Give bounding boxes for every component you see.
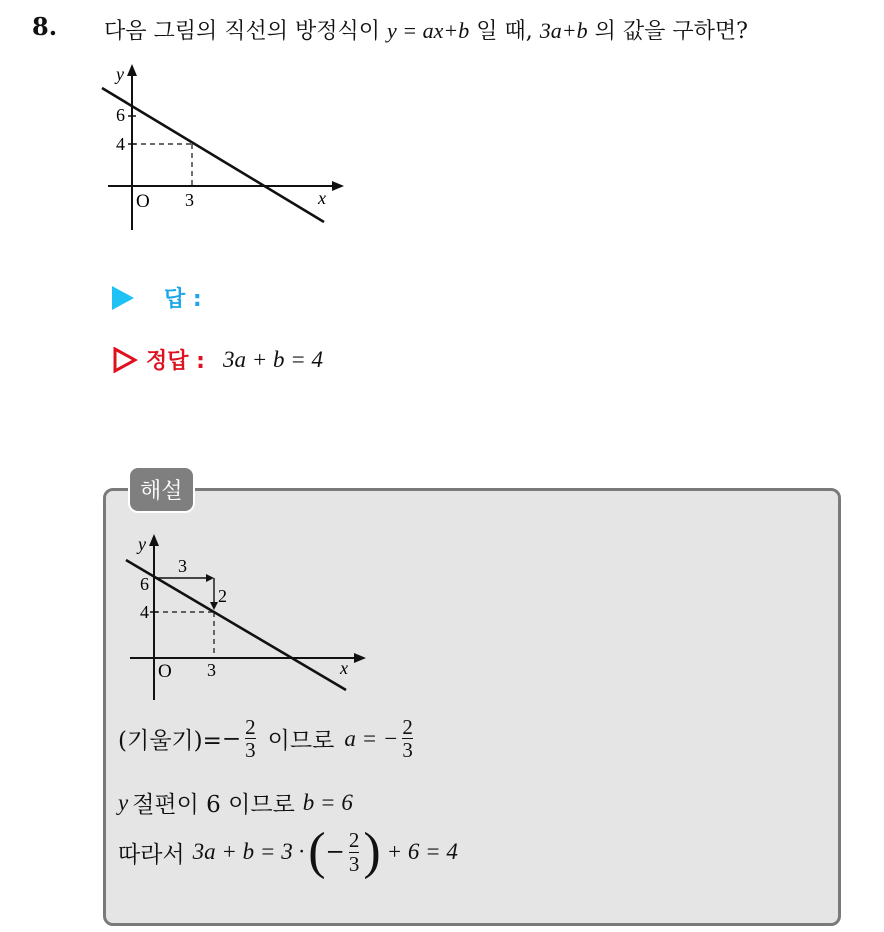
question-text [104,14,748,45]
slope-line [118,716,417,761]
slope-conclusion: a = − [344,725,399,751]
slope-fraction-2 [402,716,413,761]
final-fraction [349,829,360,874]
intercept-text: 절편이 6 이므로 [132,792,295,818]
final-expr-start: 3a + b = 3 · [192,839,305,864]
run-label: 3 [178,556,187,576]
question-text-middle: 일 때, [476,19,533,44]
slope-sign: − [221,725,242,752]
slope-prefix: (기울기)= [118,728,222,755]
slope-denominator-2: 3 [402,738,413,763]
slope-numerator-2: 2 [402,715,413,739]
final-prefix: 따라서 [118,841,185,868]
correct-arrow-icon [112,347,138,373]
correct-answer-label: 정답 : [146,349,205,374]
intercept-prefix: y [118,789,129,815]
y-point-label: 4 [116,134,125,154]
question-graph [98,58,358,238]
slope-fraction [245,716,256,761]
slope-mid: 이므로 [267,728,335,755]
y-intercept-label-2: 6 [140,574,149,594]
correct-answer-row [112,344,323,375]
question-number: 8. [32,12,58,41]
answer-label: 답 : [164,287,202,312]
x-point-label-2: 3 [207,660,216,680]
final-expr-end: + 6 = 4 [386,839,458,864]
question-text-before: 다음 그림의 직선의 방정식이 [104,19,381,44]
intercept-conclusion: b = 6 [302,789,353,815]
final-numerator: 2 [348,828,360,853]
slope-denominator: 3 [245,738,256,763]
final-line: 따라서 3a + b = 3 · ( − $\frac{2}{3}$ ) + 6 = 4 [118,823,458,880]
question-text-after: 의 값을 구하면? [594,19,748,44]
answer-arrow-icon [112,286,134,310]
final-sign: − [325,839,345,865]
origin-label: O [136,191,150,212]
explanation-graph [118,530,378,710]
y-intercept-label: 6 [116,105,125,125]
y-point-label-2: 4 [140,602,149,622]
x-point-label: 3 [185,190,194,210]
explanation-tab: 해설 [128,466,195,513]
intercept-line [118,786,353,819]
question-expression: 3a+b [539,18,588,43]
x-axis-label: x [318,188,326,208]
y-axis-arrow [127,64,137,76]
x-axis-label-2: x [340,658,348,678]
question-equation: y = ax+b [387,18,470,43]
origin-label-2: O [158,661,172,682]
final-denominator: 3 [348,851,360,876]
y-axis-label: y [116,64,124,84]
slope-numerator: 2 [245,715,256,739]
y-axis-label-2: y [138,534,146,554]
rise-label: 2 [218,586,227,606]
correct-answer-value: 3a + b = 4 [222,346,324,372]
x-axis-arrow [332,181,344,191]
answer-row [112,282,202,313]
